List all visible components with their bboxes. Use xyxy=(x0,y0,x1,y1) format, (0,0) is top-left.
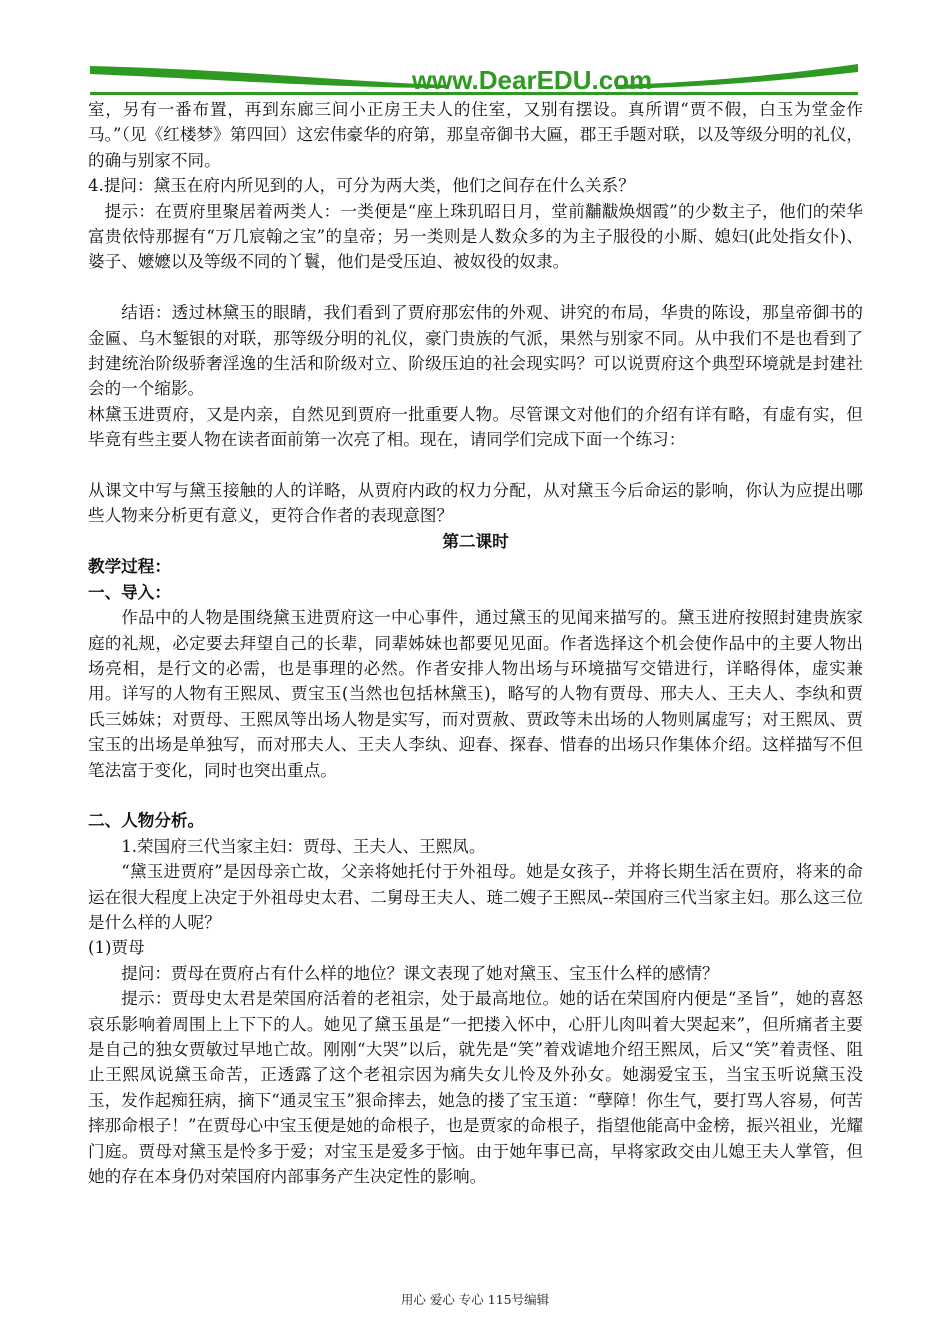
paragraph-continuation: 室，另有一番布置，再到东廊三间小正房王夫人的住室，又别有摆设。真所谓“贾不假，白玉为堂金作马。”（见《红楼梦》第四回）这宏伟豪华的府第，那皇帝御书大匾，郡王手题对联，以及等级分明的礼仪，的确与别家不同。 xyxy=(88,100,863,170)
subheading-three-matriarchs: 1.荣国府三代当家主妇：贾母、王夫人、王熙凤。 xyxy=(121,836,486,856)
blank-line xyxy=(88,783,863,808)
hint-4: 提示：在贾府里聚居着两类人：一类便是“座上珠玑昭日月，堂前黼黻焕烟霞”的少数主子，他们的荣华富贵依恃那握有“万几宸翰之宝”的皇帝；另一类则是人数众多的为主子服役的小厮、媳妇(此处指女仆)、婆子、嬷嬷以及等级不同的丫鬟，他们是受压迫、被奴役的奴隶。 xyxy=(88,201,863,272)
section-title-second-lesson: 第二课时 xyxy=(442,530,509,551)
page-footer: 用心 爱心 专心 115号编辑 xyxy=(400,1292,550,1307)
jiamu-question: 提问：贾母在贾府占有什么样的地位？课文表现了她对黛玉、宝玉什么样的感情？ xyxy=(121,963,719,983)
blank-line xyxy=(88,453,863,478)
question-4: 4.提问：黛玉在府内所见到的人，可分为两大类，他们之间存在什么关系？ xyxy=(88,176,635,196)
logo-text: www.DearEDU.com xyxy=(411,65,653,95)
introduction-paragraph: 作品中的人物是围绕黛玉进贾府这一中心事件，通过黛玉的见闻来描写的。黛玉进府按照封建贵族家庭的礼规，必定要去拜望自己的长辈，同辈姊妹也都要见见面。作者选择这个机会使作品中的主要人物出场亮相，是行文的必需，也是事理的必然。作者安排人物出场与环境描写交错进行，详略得体，虚实兼用。详写的人物有王熙凤、贾宝玉(当然也包括林黛玉)，略写的人物有贾母、邢夫人、王夫人、李纨和贾氏三姊妹；对贾母、王熙凤等出场人物是实写，而对贾赦、贾政等未出场的人物则属虚写；对王熙凤、贾宝玉的出场是单独写，而对邢夫人、王夫人李纨、迎春、探春、惜春的出场只作集体介绍。这样描写不但笔法富于变化，同时也突出重点。 xyxy=(88,608,863,780)
conclusion-paragraph: 结语：透过林黛玉的眼睛，我们看到了贾府那宏伟的外观、讲究的布局，华贵的陈设，那皇帝御书的金匾、乌木錾银的对联，那等级分明的礼仪，豪门贵族的气派，果然与别家不同。从中我们不是也看到了封建统治阶级骄奢淫逸的生活和阶级对立、阶级压迫的社会现实吗？可以说贾府这个典型环境就是封建社会的一个缩影。 xyxy=(88,303,863,399)
logo-swoosh-left xyxy=(90,66,448,88)
header-logo xyxy=(88,52,860,102)
jiamu-hint: 提示：贾母史太君是荣国府活着的老祖宗，处于最高地位。她的话在荣国府内便是“圣旨”，她的喜怒哀乐影响着周围上上下下的人。她见了黛玉虽是“一把搂入怀中，心肝儿肉叫着大哭起来”，但所痛者主要是自己的独女贾敏过早地亡故。刚刚“大哭”以后，就先是“笑”着戏谑地介绍王熙凤，后又“笑”着责怪、阻止王熙凤说黛玉命苦，正透露了这个老祖宗因为痛失女儿怜及外孙女。她溺爱宝玉，当宝玉听说黛玉没玉，发作起痴狂病，摘下“通灵宝玉”狠命摔去，她急的搂了宝玉道：“孽障！你生气，要打骂人容易，何苦摔那命根子！”在贾母心中宝玉便是她的命根子，也是贾家的命根子，指望他能高中金榜，振兴祖业，光耀门庭。贾母对黛玉是怜多于爱；对宝玉是爱多于恼。由于她年事已高，早将家政交由儿媳王夫人掌管，但她的存在本身仍对荣国府内部事务产生决定性的影响。 xyxy=(88,989,863,1187)
document-body xyxy=(88,97,863,1189)
logo-swoosh-right xyxy=(616,64,858,89)
subheading-jiamu: (1)贾母 xyxy=(88,938,145,958)
matriarchs-paragraph: “黛玉进贾府”是因母亲亡故，父亲将她托付于外祖母。她是女孩子，并将长期生活在贾府，将来的命运在很大程度上决定于外祖母史太君、二舅母王夫人、琏二嫂子王熙凤--荣国府三代当家主妇。那么这三位是什么样的人呢？ xyxy=(88,862,863,932)
heading-teaching-process: 教学过程： xyxy=(88,556,171,577)
site-logo-banner xyxy=(88,52,860,102)
transition-paragraph: 林黛玉进贾府，又是内亲，自然见到贾府一批重要人物。尽管课文对他们的介绍有详有略，有虚有实，但毕竟有些主要人物在读者面前第一次亮了相。现在，请同学们完成下面一个练习： xyxy=(88,404,863,450)
blank-line xyxy=(88,275,863,300)
exercise-question: 从课文中写与黛玉接触的人的详略，从贾府内政的权力分配，从对黛玉今后命运的影响，你认为应提出哪些人物来分析更有意义，更符合作者的表现意图？ xyxy=(88,481,863,526)
heading-character-analysis: 二、人物分析。 xyxy=(88,810,205,831)
heading-introduction: 一、导入： xyxy=(88,581,171,602)
